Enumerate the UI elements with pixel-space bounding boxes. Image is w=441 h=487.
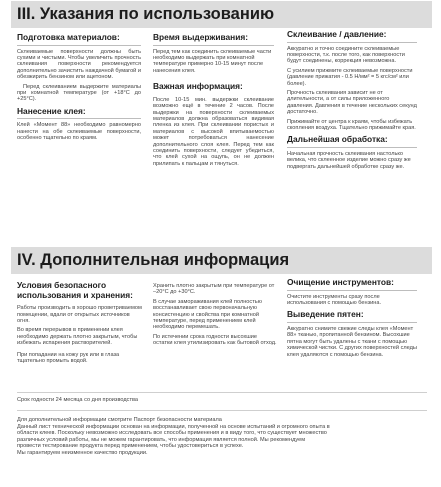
text-important-info: После 10-15 мин. выдержки склеивание возможно ещё в течение 2 часов. После выдержки на поверхности склеиваемых материалов должна образоваться видимая пленка из клея. При склеивании пористых и материалов с высокой впитываемостью может потребоваться нанесение дополнительного слоя клея. Перед тем как соединить поверхности, следует убедиться, что клей сухой на ощупь, он не должен прилипать к пальцам и тянуться. <box>153 96 274 167</box>
usage-column-2 <box>153 33 274 170</box>
text-bonding-1: Аккуратно и точно соедините склеиваемые поверхности, т.к. после того, как поверхности будут соединены, коррекция невозможна. <box>287 45 405 65</box>
heading-further-processing: Дальнейшая обработка: <box>287 135 417 148</box>
section-3-title: III. Указания по использованию <box>11 1 432 28</box>
disclaimer-line: Для дополнительной информации смотрите Паспорт безопасности материала <box>17 417 222 423</box>
heading-stain-removal: Выведение пятен: <box>287 310 417 323</box>
text-bonding-2: С усилием прижмите склеиваемые поверхности (давление прижатия - 0.5 Н/мм² = 5 кгс/см² или более). <box>287 67 413 87</box>
section-4-title: IV. Дополнительная информация <box>11 247 432 274</box>
text-safe-use-3: При попадании на кожу рук или в глаза тщательно промыть водой. <box>17 351 120 365</box>
shelf-life-block <box>17 397 429 404</box>
shelf-life-text: Срок годности 24 месяца со дня производства <box>17 397 139 403</box>
text-storage-3: По истечении срока годности высохшие остатки клея утилизировать как бытовой отход. <box>153 333 277 347</box>
text-safe-use-2: Во время перерывов в применении клея необходимо держать плотно закрытым, чтобы избежать испарения растворителей. <box>17 327 138 347</box>
footer-divider-bottom <box>17 410 427 411</box>
text-holding-time: Перед тем как соединить склеиваемые части необходимо выдержать при комнатной температуре примерно 10-15 минут после нанесения клея. <box>153 48 272 74</box>
text-bonding-4: Прижимайте от центра к краям, чтобы избежать скопления воздуха. Тщательно прижимайте края. <box>287 118 416 132</box>
usage-column-1 <box>17 33 141 145</box>
heading-material-prep: Подготовка материалов: <box>17 33 141 46</box>
disclaimer-line: Данный лист технической информации основан на информации, полученной на основе испытаний и огромного опыта в <box>17 423 330 430</box>
footer-divider-top <box>17 392 427 393</box>
info-column-1 <box>17 281 142 367</box>
disclaimer-line: различных условий работы, мы не можем гарантировать, что информация является полной. Мы рекомендуем <box>17 436 306 443</box>
text-storage-2: В случае замораживания клей полностью восстанавливает свою первоначальную консистенцию и свойства при комнатной температуре, перед применением клей необходимо перемешать. <box>153 298 262 331</box>
text-safe-use-1: Работы производить в хорошо проветриваемом помещении, вдали от открытых источников огня. <box>17 305 142 324</box>
disclaimer-line: области клеев. Поскольку невозможно исследовать все способы применения и в виду того, что существует множество <box>17 430 327 436</box>
disclaimer-block <box>17 417 429 456</box>
heading-tool-cleaning: Очищение инструментов: <box>287 278 417 291</box>
info-column-2 <box>153 283 278 350</box>
text-further-processing: Начальная прочность склеивания настолько велика, что склеенное изделие можно сразу же подвергать дальнейшей обработке сразу же. <box>287 151 411 170</box>
text-material-prep-1: Склеиваемые поверхности должны быть сухими и чистыми. Чтобы увеличить прочность склеивания поверхности рекомендуется дополнительно зачистить наждачной бумагой и обезжирить бензином или ацетоном. <box>17 48 141 81</box>
text-storage-1: Хранить плотно закрытым при температуре от –20°C до +30°C. <box>153 283 275 296</box>
text-stain-removal: Аккуратно снимите свежие следы клея «Момент 88» тканью, пропитанной бензином. Высохшие пятна могут быть удалены с ткани с помощью химической чистки. С других поверхностей следы клея удаляются с помощью бензина. <box>287 326 417 358</box>
usage-column-3 <box>287 30 417 173</box>
text-material-prep-2: Перед склеиванием выдержите материалы при комнатной температуре (от +18°C до +25°C). <box>17 83 141 103</box>
text-bonding-3: Прочность склеивания зависит не от длительности, а от силы приложенного давления. Давления в течение нескольких секунд достаточно. <box>287 90 417 116</box>
heading-holding-time: Время выдерживания: <box>153 33 274 46</box>
disclaimer-line: провести тестирование продукта перед применением, чтобы удостовериться в успехе. <box>17 443 244 449</box>
text-tool-cleaning: Очистите инструменты сразу после использования с помощью бензина. <box>287 293 382 306</box>
heading-glue-application: Нанесение клея: <box>17 107 141 120</box>
info-column-3 <box>287 278 417 361</box>
disclaimer-line: Мы гарантируем неизменное качество продукции. <box>17 449 148 456</box>
heading-bonding-pressure: Склеивание / давление: <box>287 30 417 43</box>
text-glue-application: Клей «Момент 88» необходимо равномерно нанести на обе склеиваемые поверхности, особенно тщательно по краям. <box>17 122 141 142</box>
heading-safe-use-storage: Условия безопасного использования и хранения: <box>17 280 133 300</box>
heading-important-info: Важная информация: <box>153 81 243 92</box>
